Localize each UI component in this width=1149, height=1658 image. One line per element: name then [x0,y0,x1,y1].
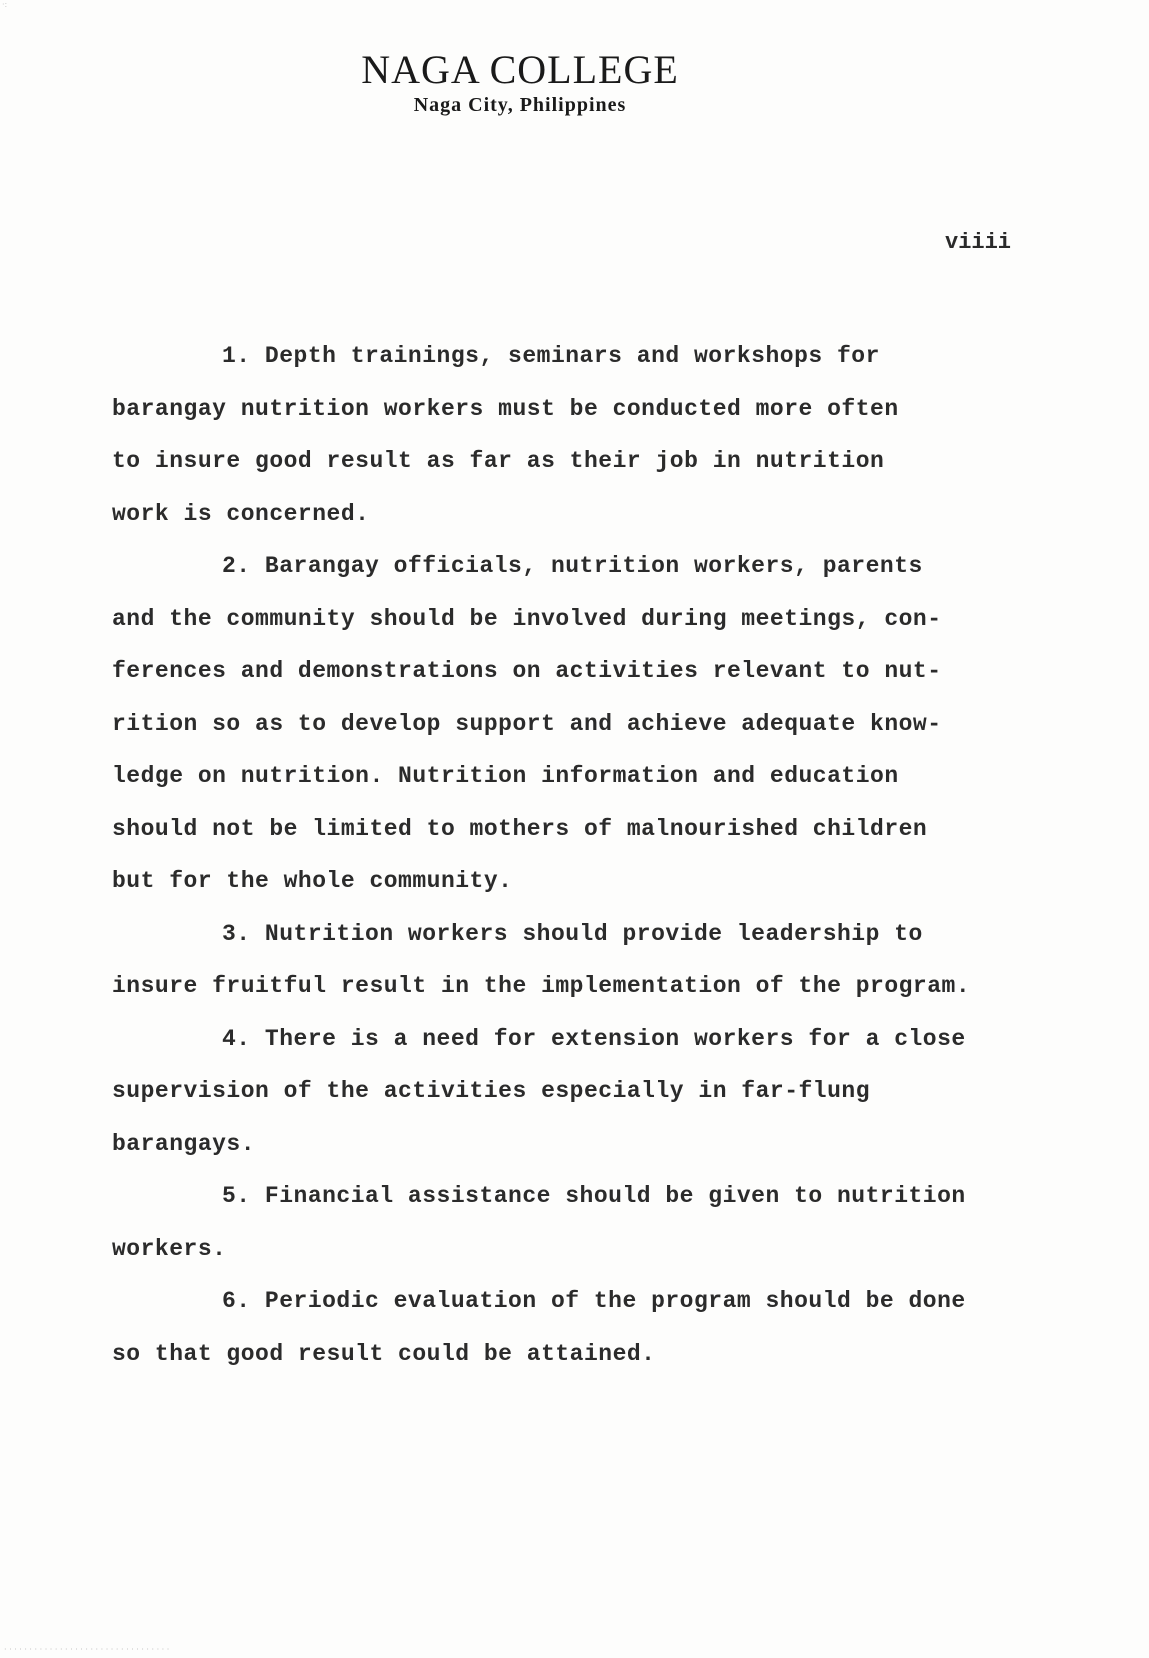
page-number: viiii [945,230,1012,255]
text-line: and the community should be involved during meetings, con- [112,605,942,632]
recommendation-item-3 [112,908,1112,1013]
text-line: should not be limited to mothers of malnourished children [112,815,928,842]
text-line: to insure good result as far as their job in nutrition [112,448,885,474]
text-line: barangays. [112,1130,256,1157]
college-name: NAGA COLLEGE [361,47,679,92]
letterhead [300,48,740,118]
text-line: so that good result could be attained. [112,1340,656,1367]
scan-corner-mark: ·: [2,0,8,9]
text-line: ledge on nutrition. Nutrition information and education [112,763,899,789]
recommendation-item-1 [112,330,1112,540]
text-line: 2. Barangay officials, nutrition workers, parents [222,553,923,579]
text-line: 5. Financial assistance should be given to nutrition [222,1183,966,1209]
text-line: workers. [112,1235,227,1262]
text-line: supervision of the activities especially in far-flung [112,1078,871,1104]
text-line: insure fruitful result in the implementation of the program. [112,973,971,999]
recommendations-list [112,330,1112,1380]
text-line: barangay nutrition workers must be conducted more often [112,395,899,422]
text-line: work is concerned. [112,500,370,527]
recommendation-item-4 [112,1013,1112,1171]
recommendation-item-6 [112,1275,1112,1380]
text-line: 1. Depth trainings, seminars and workshops for [222,343,880,369]
text-line: 3. Nutrition workers should provide leadership to [222,920,923,947]
text-line: ferences and demonstrations on activities relevant to nut- [112,658,942,684]
text-line: rition so as to develop support and achieve adequate know- [112,710,942,737]
recommendation-item-2 [112,540,1112,908]
text-line: but for the whole community. [112,868,513,894]
scan-footer-mark: · · · · · · · · · · · · · · · · · · · · · · · · · · · · · · · · · [4,1645,170,1654]
recommendation-item-5 [112,1170,1112,1275]
text-line: 4. There is a need for extension workers for a close [222,1025,966,1052]
text-line: 6. Periodic evaluation of the program should be done [222,1288,966,1314]
college-address: Naga City, Philippines [413,94,627,116]
